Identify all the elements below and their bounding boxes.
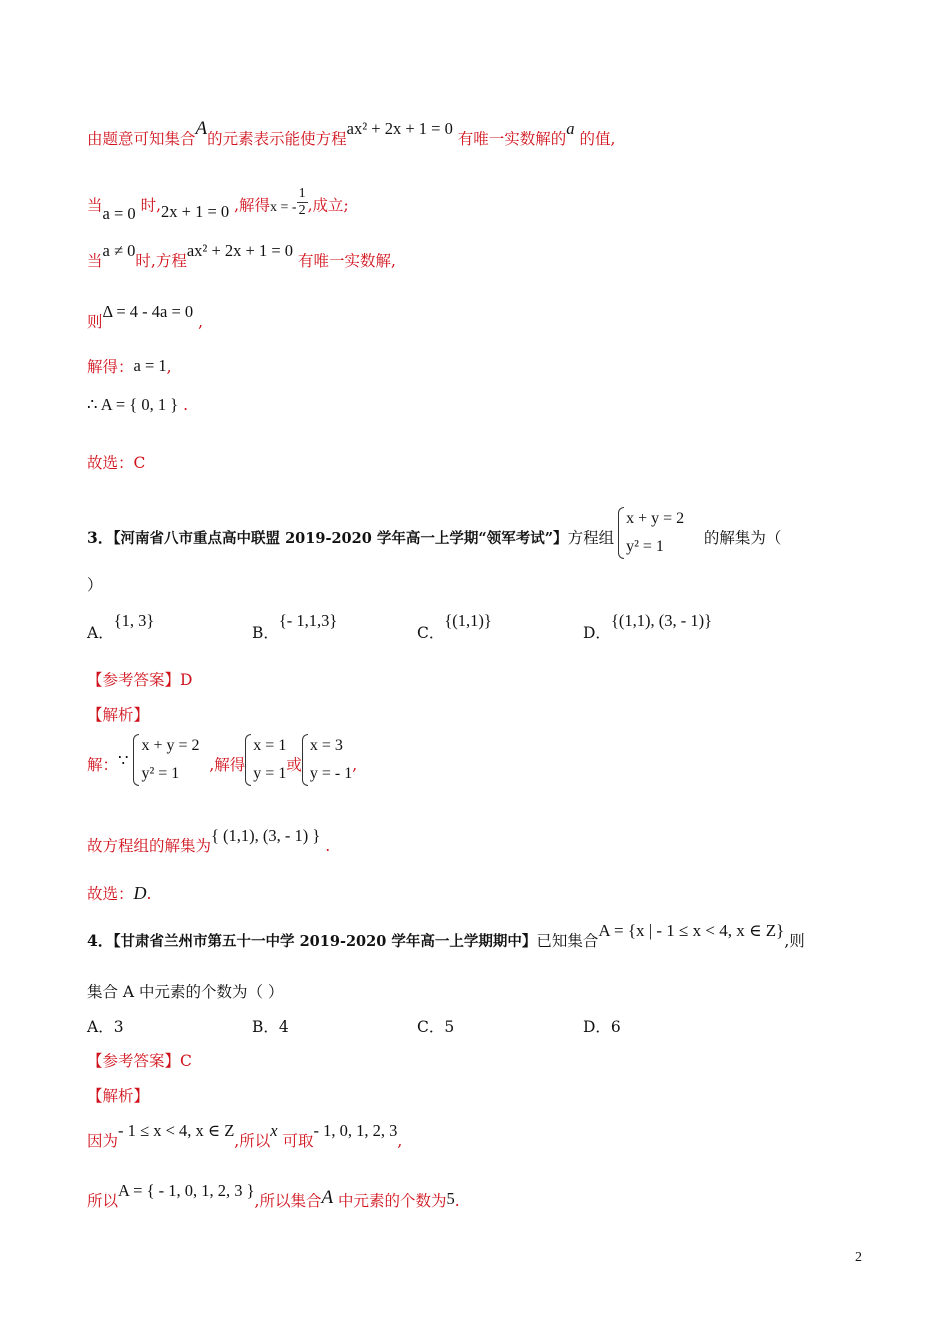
text: 有唯一实数解的 [457, 130, 567, 148]
equation: y = - 1 [309, 765, 353, 782]
option-label: B． [252, 624, 279, 642]
math-var: a [566, 119, 575, 138]
equation: x = - [270, 199, 297, 215]
text: 当 [87, 252, 103, 270]
equation-system [245, 732, 286, 788]
text: 解得： [87, 358, 134, 376]
text: 故方程组的解集为 [87, 837, 212, 855]
solution-line-1 [87, 118, 890, 150]
question-4-line-2: 集合 A 中元素的个数为（ ） [87, 983, 284, 1001]
question-number: 4． [87, 931, 114, 950]
equation: ∴ A = { 0, 1 } [87, 395, 179, 414]
text: 有唯一实数解, [297, 252, 396, 270]
q3-solution-line-3 [87, 882, 890, 905]
numerator: 1 [298, 186, 306, 201]
equation-system [133, 732, 199, 788]
text: 的解集为（ [703, 529, 782, 547]
option-value: {- 1,1,3} [278, 611, 338, 630]
equation: y = 1 [253, 765, 287, 782]
option-a [87, 611, 155, 643]
text: 的元素表示能使方程 [207, 130, 347, 148]
q4-solution-line-2 [87, 1181, 890, 1212]
question-4 [87, 921, 890, 953]
q4-solution-line-1 [87, 1121, 890, 1152]
equation: x + y = 2 [141, 737, 200, 754]
option-value: {(1,1)} [444, 611, 492, 630]
text: 的值, [579, 130, 616, 148]
option-c: C．5 [417, 1018, 455, 1036]
option-b [252, 611, 338, 643]
question-3 [87, 511, 890, 567]
answer-label: 【参考答案】D [87, 671, 193, 689]
equation: - 1, 0, 1, 2, 3 [313, 1121, 398, 1140]
equation-system [302, 732, 352, 788]
option-label: C． [417, 624, 445, 642]
text: , [397, 1132, 403, 1150]
equation: a = 1 [133, 356, 167, 375]
page-number: 2 [855, 1250, 862, 1265]
analysis-label: 【解析】 [87, 706, 150, 724]
text: . [183, 396, 188, 414]
equation: a = 0 [102, 203, 136, 223]
text: , [166, 358, 172, 376]
analysis-label: 【解析】 [87, 1087, 150, 1105]
denominator: 2 [298, 203, 306, 218]
option-label: D． [583, 624, 611, 642]
text: 可取 [282, 1132, 314, 1150]
text: 时,方程 [135, 252, 187, 270]
text: 则 [87, 313, 103, 331]
math-var: A [195, 118, 208, 139]
math-number: 5 [446, 1189, 455, 1208]
question-source: 【甘肃省兰州市第五十一中学 2019-2020 学年高一上学期期中】 [113, 933, 537, 950]
text: ,解得 [209, 756, 246, 774]
question-number: 3． [87, 528, 114, 547]
equation: ax² + 2x + 1 = 0 [346, 119, 453, 138]
text: 由题意可知集合 [87, 130, 196, 148]
text: , [352, 756, 358, 774]
equation-system [618, 505, 684, 561]
text: 已知集合 [536, 932, 599, 950]
text: ,所以集合 [254, 1192, 322, 1210]
math-symbol: ∵ [118, 751, 129, 770]
option-b: B．4 [252, 1018, 289, 1036]
text: . [325, 837, 331, 855]
math-var: A [321, 1187, 334, 1208]
equation: - 1 ≤ x < 4, x ∈ Z [118, 1121, 235, 1140]
text: . [454, 1192, 460, 1210]
option-a: A．3 [87, 1018, 124, 1036]
solution-line-4 [87, 302, 890, 333]
option-d [583, 611, 712, 643]
text: . [146, 885, 152, 903]
solution-line-5 [87, 356, 890, 378]
option-value: {1, 3} [113, 611, 155, 630]
equation: A = { - 1, 0, 1, 2, 3 } [118, 1181, 255, 1200]
option-d: D．6 [583, 1018, 621, 1036]
solution-line-6 [87, 394, 890, 416]
text: ,则 [784, 932, 805, 950]
math-var: D [133, 883, 147, 903]
option-value: {(1,1), (3, - 1)} [610, 611, 712, 630]
equation: x = 1 [253, 737, 287, 754]
question-source: 【河南省八市重点高中联盟 2019-2020 学年高一上学期“领军考试”】 [113, 530, 568, 547]
equation: A = {x | - 1 ≤ x < 4, x ∈ Z} [598, 921, 785, 940]
equation: a ≠ 0 [102, 241, 136, 260]
text: 或 [286, 756, 302, 774]
equation: ax² + 2x + 1 = 0 [186, 241, 294, 260]
equation: { (1,1), (3, - 1) } [211, 826, 321, 845]
option-label: A． [87, 624, 114, 642]
text: 当 [87, 196, 103, 215]
text: 解： [87, 756, 119, 774]
text: 因为 [87, 1132, 119, 1150]
text: ,所以 [234, 1132, 271, 1150]
option-c [417, 611, 492, 643]
answer-label: 【参考答案】C [87, 1052, 192, 1070]
text: 中元素的个数为 [338, 1192, 447, 1210]
text: ,成立; [307, 196, 349, 215]
text: 方程组 [567, 529, 615, 547]
text: ,解得 [234, 196, 271, 215]
equation: y² = 1 [626, 538, 664, 555]
equation: Δ = 4 - 4a = 0 [102, 302, 194, 321]
solution-answer: 故选：C [87, 454, 146, 472]
solution-line-2 [87, 186, 890, 223]
fraction [297, 186, 308, 219]
equation: x = 3 [309, 737, 343, 754]
solution-line-3 [87, 241, 890, 272]
equation: y² = 1 [141, 765, 180, 782]
text: 故选： [87, 885, 134, 903]
text: 时, [140, 196, 162, 215]
text: , [198, 313, 204, 331]
equation: x + y = 2 [626, 510, 685, 527]
equation: 2x + 1 = 0 [161, 201, 230, 221]
q3-solution-line-2 [87, 826, 890, 857]
question-3-close: ） [87, 576, 103, 594]
text: 所以 [87, 1192, 119, 1210]
math-var: x [270, 1121, 278, 1140]
q3-solution-line-1 [87, 738, 890, 794]
